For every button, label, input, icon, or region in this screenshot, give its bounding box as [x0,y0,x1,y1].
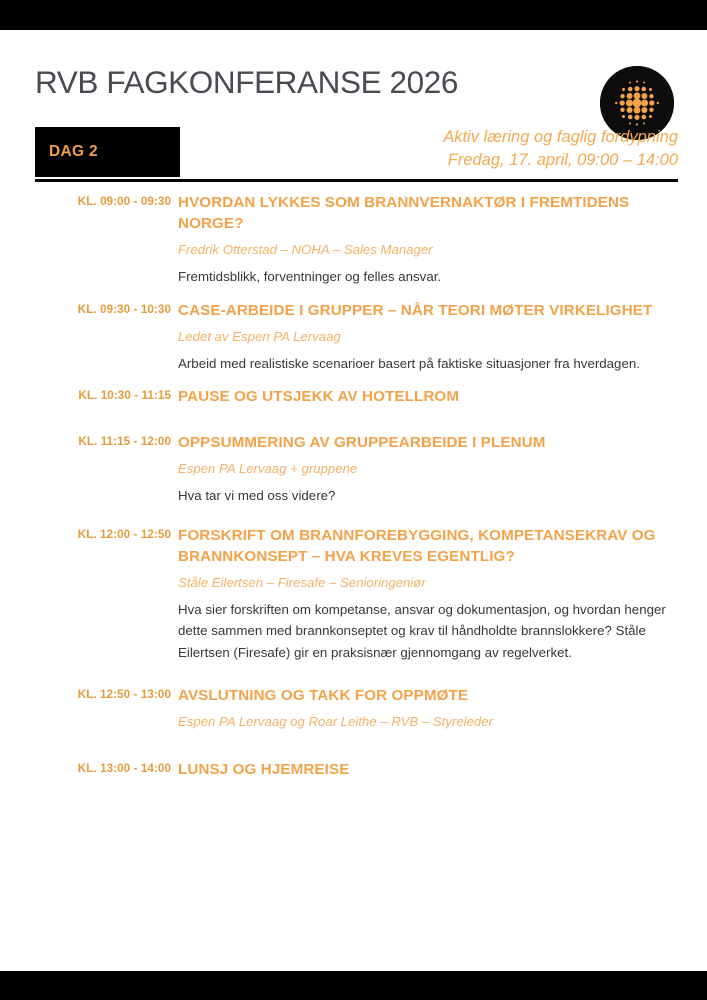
session-body [171,525,678,664]
day-strip [35,127,678,182]
day-badge-label: DAG 2 [49,143,98,160]
schedule-row [35,685,685,731]
session-time: KL. 09:30 - 10:30 [77,302,171,316]
session-body [171,759,678,780]
session-title: FORSKRIFT OM BRANNFOREBYGGING, KOMPETANSEKRAV OG BRANNKONSEPT – HVA KREVES EGENTLIG? [178,526,656,565]
schedule-row [35,432,685,507]
tagline-line-1: Aktiv læring og faglig fordypning [443,128,678,146]
page-content [0,30,707,971]
schedule-list [35,192,685,792]
session-time: KL. 09:00 - 09:30 [77,195,171,208]
session-description: Hva sier forskriften om kompetanse, ansvar og dokumentasjon, og hvordan henger dette sammen med brannkonseptet og krav til håndholdte brannslokkere? Ståle Eilertsen (Firesafe) gir en praksisnær gjennomgang av regelverket. [178,601,666,660]
session-title: PAUSE OG UTSJEKK AV HOTELLROM [178,388,460,405]
session-body [171,300,678,375]
session-time: KL. 13:00 - 14:00 [77,762,171,775]
schedule-row [35,386,685,407]
session-title: OPPSUMMERING AV GRUPPEARBEIDE I PLENUM [178,434,546,451]
schedule-row [35,300,685,375]
session-speaker: Ledet av Espen PA Lervaag [178,328,341,344]
session-speaker: Fredrik Otterstad – NOHA – Sales Manager [178,242,433,257]
bottom-black-bar [0,971,707,1000]
day-tagline [443,126,678,172]
top-black-bar [0,0,707,30]
session-body [171,432,678,507]
schedule-row [35,759,685,780]
session-time: KL. 11:15 - 12:00 [78,435,171,448]
session-speaker: Espen PA Lervaag + gruppene [178,461,358,476]
header-divider [35,179,678,182]
session-time: KL. 10:30 - 11:15 [78,389,171,402]
schedule-row [35,525,685,664]
session-time: KL. 12:50 - 13:00 [77,688,171,701]
schedule-row [35,192,685,288]
page-title: RVB FAGKONFERANSE 2026 [35,64,459,100]
session-body [171,685,678,731]
session-description: Fremtidsblikk, forventninger og felles ansvar. [178,269,442,284]
session-title: CASE-ARBEIDE I GRUPPER – NÅR TEORI MØTER VIRKELIGHET [178,301,653,319]
tagline-line-2: Fredag, 17. april, 09:00 – 14:00 [447,151,678,169]
session-body [171,192,678,288]
session-title: AVSLUTNING OG TAKK FOR OPPMØTE [178,687,469,704]
session-title: HVORDAN LYKKES SOM BRANNVERNAKTØR I FREMTIDENS NORGE? [178,194,630,232]
day-badge [35,127,180,177]
session-speaker: Espen PA Lervaag og Roar Leithe – RVB – Styreleder [178,714,493,729]
session-time: KL. 12:00 - 12:50 [77,527,171,541]
session-description: Arbeid med realistiske scenarioer basert på faktiske situasjoner fra hverdagen. [178,355,640,371]
session-title: LUNSJ OG HJEMREISE [178,761,350,778]
session-body [171,386,678,407]
session-speaker: Ståle Eilertsen – Firesafe – Senioringeniør [178,574,426,590]
session-description: Hva tar vi med oss videre? [178,488,336,503]
